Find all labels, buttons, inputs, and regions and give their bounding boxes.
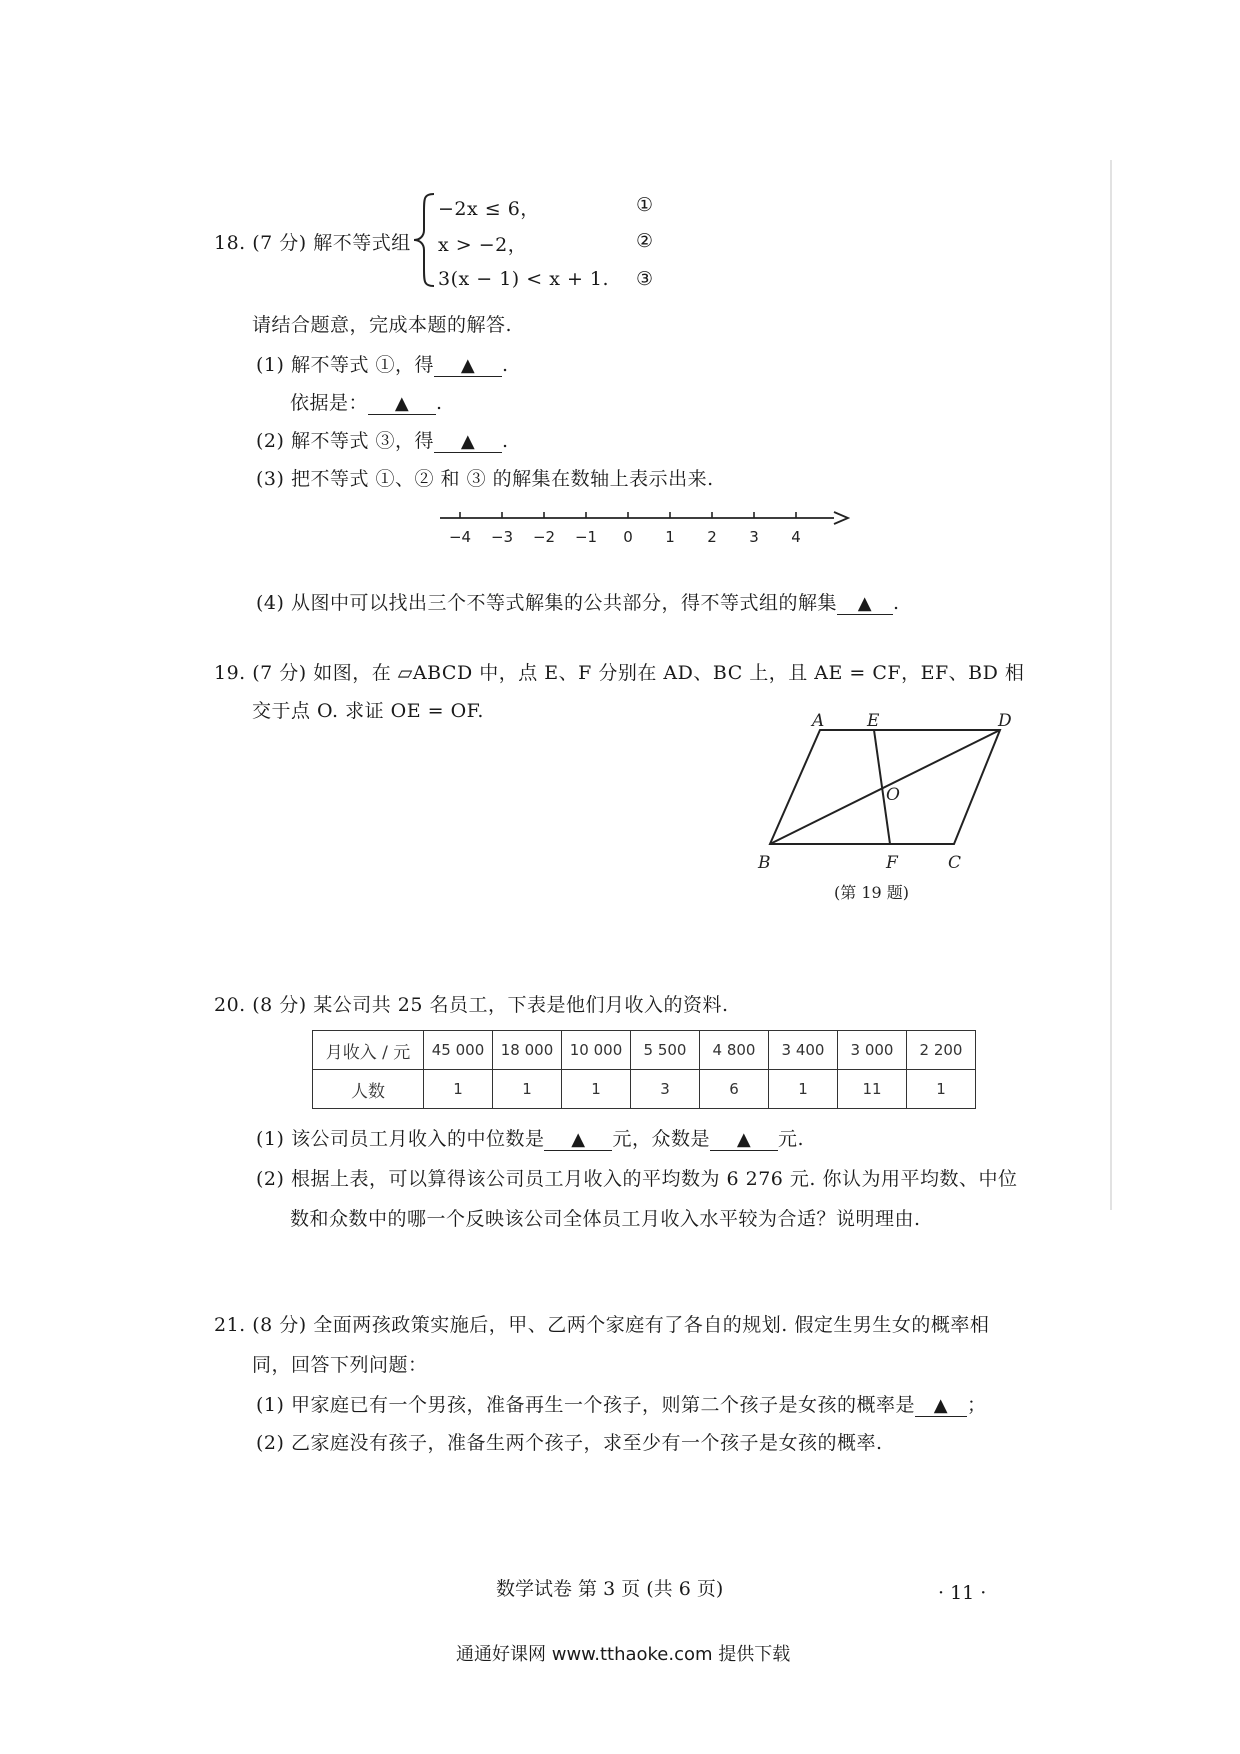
number-line-label: −3 — [490, 528, 514, 546]
number-line — [430, 502, 850, 556]
answer-blank[interactable]: ▲ — [368, 394, 436, 415]
source-line: 通通好课网 www.tthaoke.com 提供下载 — [456, 1644, 791, 1665]
label-e: E — [867, 711, 880, 731]
q20-line1: 20. (8 分) 某公司共 25 名员工，下表是他们月收入的资料. — [214, 994, 729, 1016]
number-line-label: 3 — [749, 528, 759, 546]
table-cell: 1 — [493, 1070, 562, 1109]
page-number: · 11 · — [938, 1582, 987, 1604]
q18-number: 18. (7 分) 解不等式组 — [214, 232, 411, 254]
table-row — [313, 1070, 976, 1109]
q18-part3: (3) 把不等式 ①、② 和 ③ 的解集在数轴上表示出来. — [256, 468, 714, 490]
q21-line1: 21. (8 分) 全面两孩政策实施后，甲、乙两个家庭有了各自的规划. 假定生男生女的概率相 — [214, 1314, 990, 1336]
q19-line2: 交于点 O. 求证 OE = OF. — [252, 700, 484, 722]
table-cell: 18 000 — [493, 1031, 562, 1070]
label-f: F — [886, 853, 898, 873]
system-mark-1: ① — [636, 194, 654, 216]
system-brace — [412, 192, 438, 288]
answer-blank[interactable]: ▲ — [434, 356, 502, 377]
table-cell: 5 500 — [631, 1031, 700, 1070]
table-cell: 2 200 — [907, 1031, 976, 1070]
figure-caption: (第 19 题) — [834, 883, 910, 902]
table-cell: 3 400 — [769, 1031, 838, 1070]
q18-part1: (1) 解不等式 ①，得 ▲ . — [256, 354, 509, 376]
table-row — [313, 1031, 976, 1070]
table-cell: 1 — [424, 1070, 493, 1109]
label-d: D — [998, 711, 1012, 731]
table-cell: 3 000 — [838, 1031, 907, 1070]
answer-blank[interactable]: ▲ — [837, 594, 893, 615]
table-cell: 11 — [838, 1070, 907, 1109]
q19-line1: 19. (7 分) 如图，在 ▱ABCD 中，点 E、F 分别在 AD、BC 上，且 AE = CF，EF、BD 相 — [214, 662, 1025, 684]
q18-instruction: 请结合题意，完成本题的解答. — [252, 314, 513, 336]
table-cell: 45 000 — [424, 1031, 493, 1070]
table-cell: 4 800 — [700, 1031, 769, 1070]
number-line-label: 2 — [707, 528, 717, 546]
system-mark-2: ② — [636, 230, 654, 252]
q20-part2-line2: 数和众数中的哪一个反映该公司全体员工月收入水平较为合适？说明理由. — [290, 1208, 921, 1230]
label-c: C — [948, 853, 962, 873]
answer-blank[interactable]: ▲ — [434, 432, 502, 453]
q20-part2-line1: (2) 根据上表，可以算得该公司员工月收入的平均数为 6 276 元. 你认为用平均数、中位 — [256, 1168, 1018, 1190]
diagonal-bd — [770, 730, 1000, 844]
income-table — [312, 1030, 976, 1109]
q21-part1: (1) 甲家庭已有一个男孩，准备再生一个孩子，则第二个孩子是女孩的概率是 ▲ ； — [256, 1394, 987, 1416]
number-line-label: 0 — [623, 528, 633, 546]
number-line-label: 1 — [665, 528, 675, 546]
exam-page-footer: 数学试卷 第 3 页 (共 6 页) — [496, 1578, 724, 1600]
number-line-label: 4 — [791, 528, 801, 546]
table-cell: 3 — [631, 1070, 700, 1109]
system-line-2: x > −2， — [438, 234, 528, 256]
label-b: B — [758, 853, 771, 873]
q20-part1: (1) 该公司员工月收入的中位数是 ▲ 元，众数是 ▲ 元. — [256, 1128, 805, 1150]
q18-part2: (2) 解不等式 ③，得 ▲ . — [256, 430, 509, 452]
number-line-label: −2 — [532, 528, 556, 546]
label-o: O — [886, 785, 900, 805]
system-line-3: 3(x − 1) < x + 1. — [438, 268, 610, 290]
q21-line2: 同，回答下列问题： — [252, 1354, 428, 1376]
answer-blank[interactable]: ▲ — [710, 1130, 778, 1151]
table-header-count: 人数 — [313, 1070, 424, 1109]
q18-part1-basis: 依据是： ▲ . — [290, 392, 443, 414]
table-cell: 10 000 — [562, 1031, 631, 1070]
q21-part2: (2) 乙家庭没有孩子，准备生两个孩子，求至少有一个孩子是女孩的概率. — [256, 1432, 883, 1454]
table-cell: 1 — [769, 1070, 838, 1109]
table-header-income: 月收入 / 元 — [313, 1031, 424, 1070]
table-cell: 6 — [700, 1070, 769, 1109]
answer-blank[interactable]: ▲ — [915, 1396, 967, 1417]
system-mark-3: ③ — [636, 268, 654, 290]
label-a: A — [812, 711, 825, 731]
table-cell: 1 — [562, 1070, 631, 1109]
table-cell: 1 — [907, 1070, 976, 1109]
q18-part4: (4) 从图中可以找出三个不等式解集的公共部分，得不等式组的解集 ▲ . — [256, 592, 900, 614]
answer-blank[interactable]: ▲ — [544, 1130, 612, 1151]
parallelogram-figure — [740, 700, 1040, 910]
system-line-1: −2x ≤ 6， — [438, 198, 540, 220]
number-line-label: −4 — [448, 528, 472, 546]
number-line-label: −1 — [574, 528, 598, 546]
scan-edge-line — [1110, 160, 1112, 1210]
